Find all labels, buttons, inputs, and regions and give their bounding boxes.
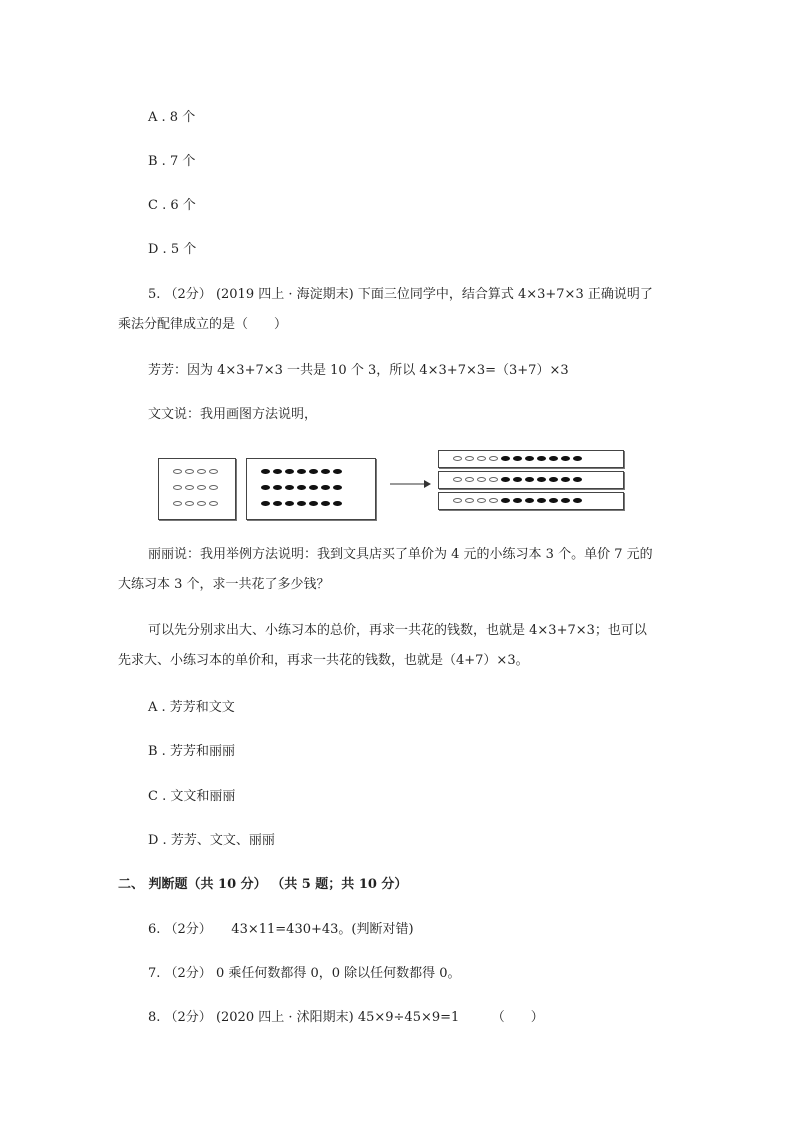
- dot-row: [173, 485, 218, 490]
- filled-dot: [513, 498, 522, 503]
- dot-row: [453, 456, 582, 461]
- right-dot-box: [438, 492, 624, 510]
- dot-row: [173, 469, 218, 474]
- filled-dot: [537, 456, 546, 461]
- filled-dot: [261, 485, 270, 490]
- q5-wenwen: 文文说：我用画图方法说明，: [148, 407, 318, 422]
- filled-dot: [561, 477, 570, 482]
- filled-dot: [513, 456, 522, 461]
- q5-fangfang: 芳芳：因为 4×3+7×3 一共是 10 个 3，所以 4×3+7×3=（3+7）×3: [148, 363, 569, 378]
- filled-dot: [525, 498, 534, 503]
- q4-option-a: A . 8 个: [148, 110, 196, 125]
- filled-dot: [501, 498, 510, 503]
- open-dot: [185, 469, 194, 474]
- filled-dot: [261, 469, 270, 474]
- q4-option-c: C . 6 个: [148, 198, 196, 213]
- q4-option-b: B . 7 个: [148, 154, 196, 169]
- open-dot: [489, 456, 498, 461]
- filled-dot: [297, 469, 306, 474]
- filled-dot: [573, 456, 582, 461]
- filled-dot: [321, 469, 330, 474]
- filled-dot: [573, 477, 582, 482]
- filled-dot: [321, 485, 330, 490]
- q5-lili-line2: 大练习本 3 个，求一共花了多少钱？: [118, 577, 330, 592]
- filled-dot: [273, 501, 282, 506]
- q5-option-b: B . 芳芳和丽丽: [148, 744, 235, 759]
- open-dot: [209, 469, 218, 474]
- filled-dot: [525, 477, 534, 482]
- q4-option-d: D . 5 个: [148, 242, 197, 257]
- dot-row: [261, 469, 342, 474]
- q5-stem-line2: 乘法分配律成立的是（ ）: [118, 317, 288, 332]
- q5-lili-line1: 丽丽说：我用举例方法说明：我到文具店买了单价为 4 元的小练习本 3 个。单价 7 元的: [148, 547, 653, 562]
- open-dot: [209, 485, 218, 490]
- q6-text: 6. （2分） 43×11=430+43。(判断对错): [148, 922, 414, 937]
- filled-dot: [501, 477, 510, 482]
- filled-dot: [273, 469, 282, 474]
- filled-dot: [285, 469, 294, 474]
- q5-option-a: A . 芳芳和文文: [148, 700, 235, 715]
- filled-dot: [333, 501, 342, 506]
- right-dot-box: [438, 471, 624, 489]
- filled-dot: [309, 501, 318, 506]
- dot-row: [453, 477, 582, 482]
- open-dot: [173, 485, 182, 490]
- open-dot: [197, 501, 206, 506]
- dot-row: [261, 501, 342, 506]
- open-dot: [185, 501, 194, 506]
- filled-dot: [261, 501, 270, 506]
- filled-dot: [549, 498, 558, 503]
- filled-dot: [549, 456, 558, 461]
- open-dot: [465, 477, 474, 482]
- open-dot: [197, 469, 206, 474]
- open-dot: [453, 456, 462, 461]
- q7-text: 7. （2分） 0 乘任何数都得 0，0 除以任何数都得 0。: [148, 966, 461, 981]
- open-dot: [453, 477, 462, 482]
- filled-dot: [333, 469, 342, 474]
- open-dot: [197, 485, 206, 490]
- middle-dot-box: [246, 458, 376, 520]
- section-2-title: 二、 判断题（共 10 分） （共 5 题；共 10 分）: [118, 877, 408, 892]
- dot-row: [173, 501, 218, 506]
- filled-dot: [309, 485, 318, 490]
- filled-dot: [573, 498, 582, 503]
- filled-dot: [297, 485, 306, 490]
- dot-row: [261, 485, 342, 490]
- open-dot: [465, 498, 474, 503]
- q5-stem-line1: 5. （2分） (2019 四上 · 海淀期末) 下面三位同学中，结合算式 4×3+7×3 正确说明了: [148, 287, 653, 302]
- open-dot: [489, 477, 498, 482]
- filled-dot: [525, 456, 534, 461]
- filled-dot: [537, 498, 546, 503]
- filled-dot: [561, 498, 570, 503]
- open-dot: [209, 501, 218, 506]
- open-dot: [453, 498, 462, 503]
- q5-explain-line1: 可以先分别求出大、小练习本的总价，再求一共花的钱数，也就是 4×3+7×3；也可以: [148, 623, 647, 638]
- dot-row: [453, 498, 582, 503]
- filled-dot: [321, 501, 330, 506]
- filled-dot: [561, 456, 570, 461]
- q5-explain-line2: 先求大、小练习本的单价和，再求一共花的钱数，也就是（4+7）×3。: [118, 653, 529, 668]
- open-dot: [465, 456, 474, 461]
- open-dot: [173, 469, 182, 474]
- right-dot-box: [438, 450, 624, 468]
- filled-dot: [285, 501, 294, 506]
- open-dot: [185, 485, 194, 490]
- filled-dot: [285, 485, 294, 490]
- q5-option-c: C . 文文和丽丽: [148, 789, 236, 804]
- filled-dot: [513, 477, 522, 482]
- filled-dot: [501, 456, 510, 461]
- filled-dot: [333, 485, 342, 490]
- open-dot: [477, 456, 486, 461]
- left-dot-box: [158, 458, 236, 520]
- open-dot: [173, 501, 182, 506]
- filled-dot: [537, 477, 546, 482]
- open-dot: [477, 477, 486, 482]
- open-dot: [489, 498, 498, 503]
- filled-dot: [309, 469, 318, 474]
- filled-dot: [273, 485, 282, 490]
- q5-option-d: D . 芳芳、文文、丽丽: [148, 833, 275, 848]
- arrow-right-icon: [388, 478, 432, 490]
- filled-dot: [297, 501, 306, 506]
- open-dot: [477, 498, 486, 503]
- q8-text: 8. （2分） (2020 四上 · 沭阳期末) 45×9÷45×9=1 （ ）: [148, 1010, 544, 1025]
- filled-dot: [549, 477, 558, 482]
